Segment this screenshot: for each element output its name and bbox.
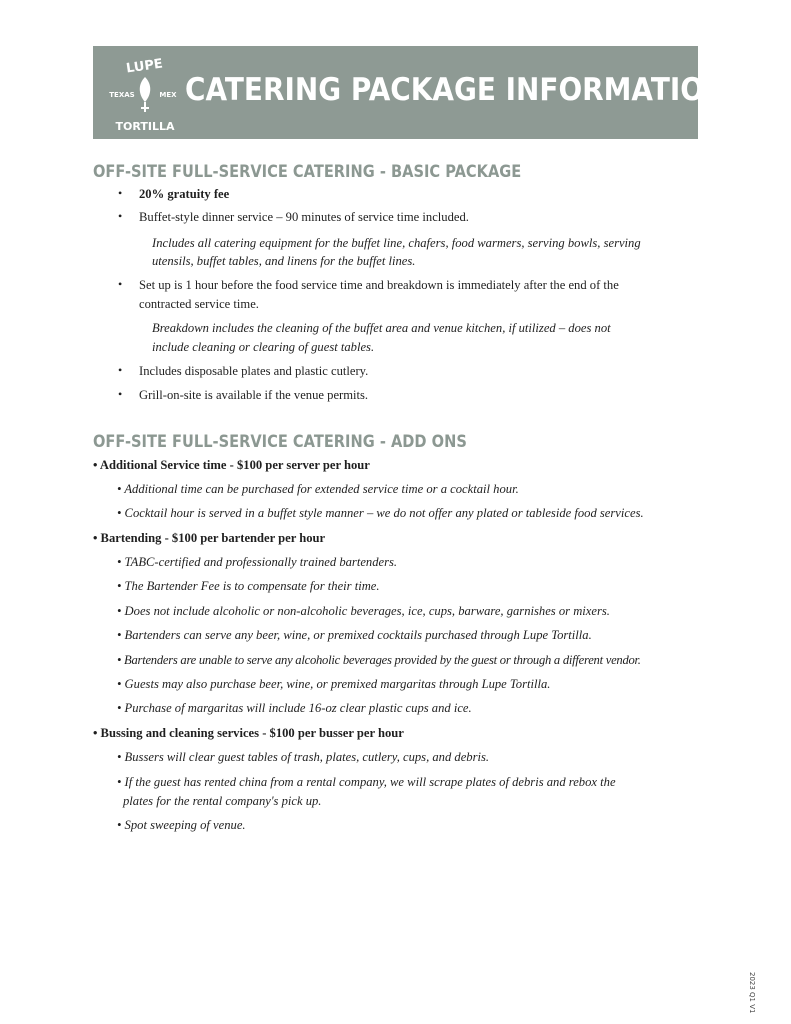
list-item-note: utensils, buffet tables, and linens for the buffet lines. bbox=[152, 254, 416, 268]
list-item: Includes disposable plates and plastic cutlery. bbox=[139, 364, 369, 378]
bullet: • bbox=[118, 277, 123, 291]
list-item: Grill-on-site is available if the venue permits. bbox=[139, 388, 369, 402]
list-item: • Additional time can be purchased for extended service time or a cocktail hour. bbox=[117, 482, 519, 496]
list-item: • Spot sweeping of venue. bbox=[117, 818, 246, 832]
svg-text:LUPE: LUPE bbox=[125, 56, 164, 77]
list-item: • Guests may also purchase beer, wine, or premixed margaritas through Lupe Tortilla. bbox=[117, 677, 551, 691]
list-item: contracted service time. bbox=[139, 297, 259, 311]
document-version-code: 2023 Q1 V1 bbox=[748, 972, 756, 1014]
list-item: Set up is 1 hour before the food service time and breakdown is immediately after the end of the bbox=[139, 278, 619, 292]
list-item: • Bussers will clear guest tables of trash, plates, cutlery, cups, and debris. bbox=[117, 750, 490, 764]
svg-text:TEXAS: TEXAS bbox=[109, 91, 135, 99]
list-item: Buffet-style dinner service – 90 minutes of service time included. bbox=[139, 210, 469, 224]
add-on-heading: • Bartending - $100 per bartender per hour bbox=[93, 531, 326, 545]
list-item: • The Bartender Fee is to compensate for their time. bbox=[117, 579, 380, 593]
svg-text:TORTILLA: TORTILLA bbox=[115, 120, 175, 133]
list-item: 20% gratuity fee bbox=[139, 187, 230, 201]
list-item-note: Includes all catering equipment for the buffet line, chafers, food warmers, serving bowls, serving bbox=[152, 236, 641, 250]
list-item: • Cocktail hour is served in a buffet style manner – we do not offer any plated or tableside food services. bbox=[117, 506, 644, 520]
list-item: • Does not include alcoholic or non-alcoholic beverages, ice, cups, barware, garnishes or mixers. bbox=[117, 604, 610, 618]
bullet: • bbox=[118, 363, 123, 377]
list-item: plates for the rental company's pick up. bbox=[123, 794, 322, 808]
add-ons-title: OFF-SITE FULL-SERVICE CATERING - ADD ONS bbox=[93, 432, 467, 452]
svg-text:MEX: MEX bbox=[159, 91, 177, 99]
add-on-heading: • Additional Service time - $100 per server per hour bbox=[93, 458, 370, 472]
header-banner bbox=[93, 46, 728, 139]
lupe-tortilla-logo bbox=[105, 50, 185, 136]
list-item-note: include cleaning or clearing of guest tables. bbox=[152, 340, 375, 354]
basic-package-title: OFF-SITE FULL-SERVICE CATERING - BASIC PACKAGE bbox=[93, 162, 522, 182]
page-title: CATERING PACKAGE INFORMATION bbox=[185, 72, 728, 108]
list-item-note: Breakdown includes the cleaning of the buffet area and venue kitchen, if utilized – does not bbox=[152, 321, 611, 335]
list-item: • If the guest has rented china from a rental company, we will scrape plates of debris and rebox the bbox=[117, 775, 616, 789]
add-on-heading: • Bussing and cleaning services - $100 per busser per hour bbox=[93, 726, 404, 740]
list-item: • Purchase of margaritas will include 16-oz clear plastic cups and ice. bbox=[117, 701, 472, 715]
list-item: • Bartenders are unable to serve any alcoholic beverages provided by the guest or through a different vendor. bbox=[117, 653, 641, 667]
bullet: • bbox=[118, 186, 123, 200]
list-item: • TABC-certified and professionally trained bartenders. bbox=[117, 555, 398, 569]
list-item: • Bartenders can serve any beer, wine, or premixed cocktails purchased through Lupe Tortilla. bbox=[117, 628, 592, 642]
bullet: • bbox=[118, 209, 123, 223]
bullet: • bbox=[118, 387, 123, 401]
